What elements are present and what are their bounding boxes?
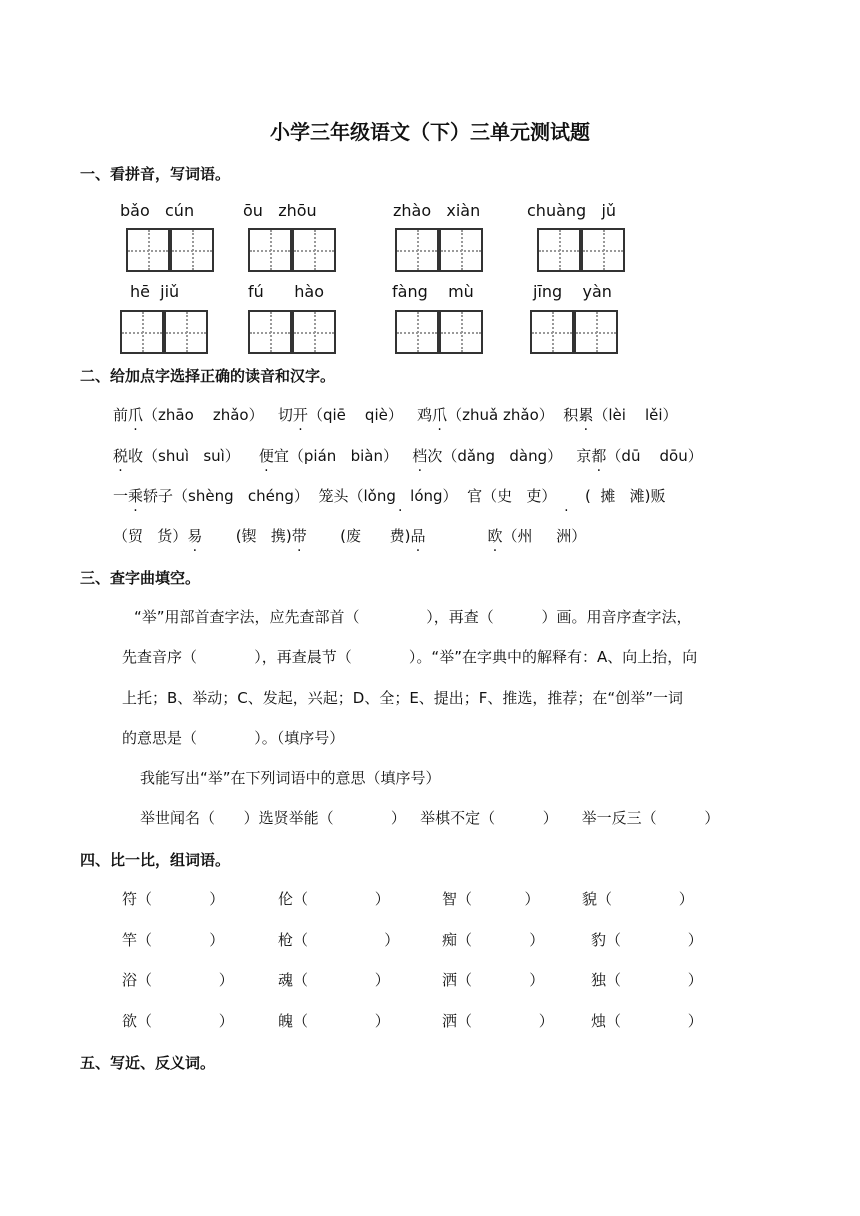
word-item: 枪（ ）: [278, 931, 400, 949]
word-item: 竿（ ）: [122, 931, 225, 949]
paragraph-line: 我能写出“举”在下列词语中的意思（填序号）: [140, 769, 441, 787]
pinyin-label: chuàng jǔ: [527, 201, 617, 220]
word-item: 豹（ ）: [591, 931, 703, 949]
section-1-heading: 一、看拼音，写词语。: [80, 165, 231, 183]
question-line: 一乘轿子（shèng chéng） 笼头（lǒng lóng） ·官（史 吏） ( 摊 滩) ·贩: [113, 485, 666, 506]
writing-grid-box[interactable]: [574, 310, 618, 354]
word-item: 痴（ ）: [442, 931, 545, 949]
writing-grid-box[interactable]: [170, 228, 214, 272]
question-line: （贸 货）易 (锲 携)带 (废 费)品 欧（州 洲）: [113, 527, 587, 545]
word-item: 独（ ）: [591, 971, 703, 989]
writing-grid-box[interactable]: [537, 228, 581, 272]
paragraph-line: 上托；B、举动；C、发起，兴起；D、全；E、提出；F、推选，推荐；在“创举”一词: [122, 689, 683, 707]
pinyin-label: bǎo cún: [120, 201, 195, 220]
paragraph-line: 先查音序（ ），再查晨节（ ）。“举”在字典中的解释有：A、向上抬，向: [122, 648, 698, 666]
section-3-heading: 三、查字曲填空。: [80, 569, 201, 587]
word-item: 智（ ）: [442, 890, 540, 908]
writing-grid-box[interactable]: [439, 228, 483, 272]
word-item: 符（ ）: [122, 890, 225, 908]
paragraph-line: 举世闻名（ ）选贤举能（ ） 举棋不定（ ） 举一反三（ ）: [140, 809, 720, 827]
writing-grid-box[interactable]: [530, 310, 574, 354]
paragraph-line: “举”用部首查字法，应先查部首（ ），再查（ ）画。用音序查字法，: [134, 608, 692, 626]
word-item: 洒（ ）: [442, 971, 545, 989]
pinyin-label: fàng mù: [392, 282, 474, 301]
writing-grid-box[interactable]: [120, 310, 164, 354]
writing-grid-box[interactable]: [395, 310, 439, 354]
pinyin-label: jīng yàn: [533, 282, 612, 301]
word-item: 洒（ ）: [442, 1012, 554, 1030]
writing-grid-box[interactable]: [164, 310, 208, 354]
writing-grid-box[interactable]: [439, 310, 483, 354]
pinyin-label: zhào xiàn: [393, 201, 481, 220]
pinyin-label: fú hào: [248, 282, 325, 301]
paragraph-line: 的意思是（ ）。（填序号）: [122, 729, 345, 747]
word-item: 貌（ ）: [582, 890, 694, 908]
question-line: 税收（shuì suì） 便宜（pián biàn） 档次（dǎng dàng） 京都（dū dōu）: [113, 447, 703, 465]
pinyin-label: ōu zhōu: [243, 201, 317, 220]
writing-grid-box[interactable]: [248, 310, 292, 354]
word-item: 浴（ ）: [122, 971, 234, 989]
writing-grid-box[interactable]: [581, 228, 625, 272]
question-line: 前爪（zhāo zhǎo） 切开（qiē qiè） 鸡爪（zhuǎ zhǎo） 积累（lèi lěi）: [113, 406, 678, 424]
section-4-heading: 四、比一比，组词语。: [80, 851, 231, 869]
section-5-heading: 五、写近、反义词。: [80, 1054, 216, 1072]
word-item: 魄（ ）: [278, 1012, 390, 1030]
writing-grid-box[interactable]: [395, 228, 439, 272]
word-item: 欲（ ）: [122, 1012, 234, 1030]
writing-grid-box[interactable]: [292, 310, 336, 354]
word-item: 魂（ ）: [278, 971, 390, 989]
writing-grid-box[interactable]: [292, 228, 336, 272]
writing-grid-box[interactable]: [248, 228, 292, 272]
section-2-heading: 二、给加点字选择正确的读音和汉字。: [80, 367, 336, 385]
page-title: 小学三年级语文（下）三单元测试题: [270, 120, 590, 144]
pinyin-label: hē jiǔ: [130, 282, 180, 301]
writing-grid-box[interactable]: [126, 228, 170, 272]
word-item: 伦（ ）: [278, 890, 390, 908]
word-item: 烛（ ）: [591, 1012, 703, 1030]
